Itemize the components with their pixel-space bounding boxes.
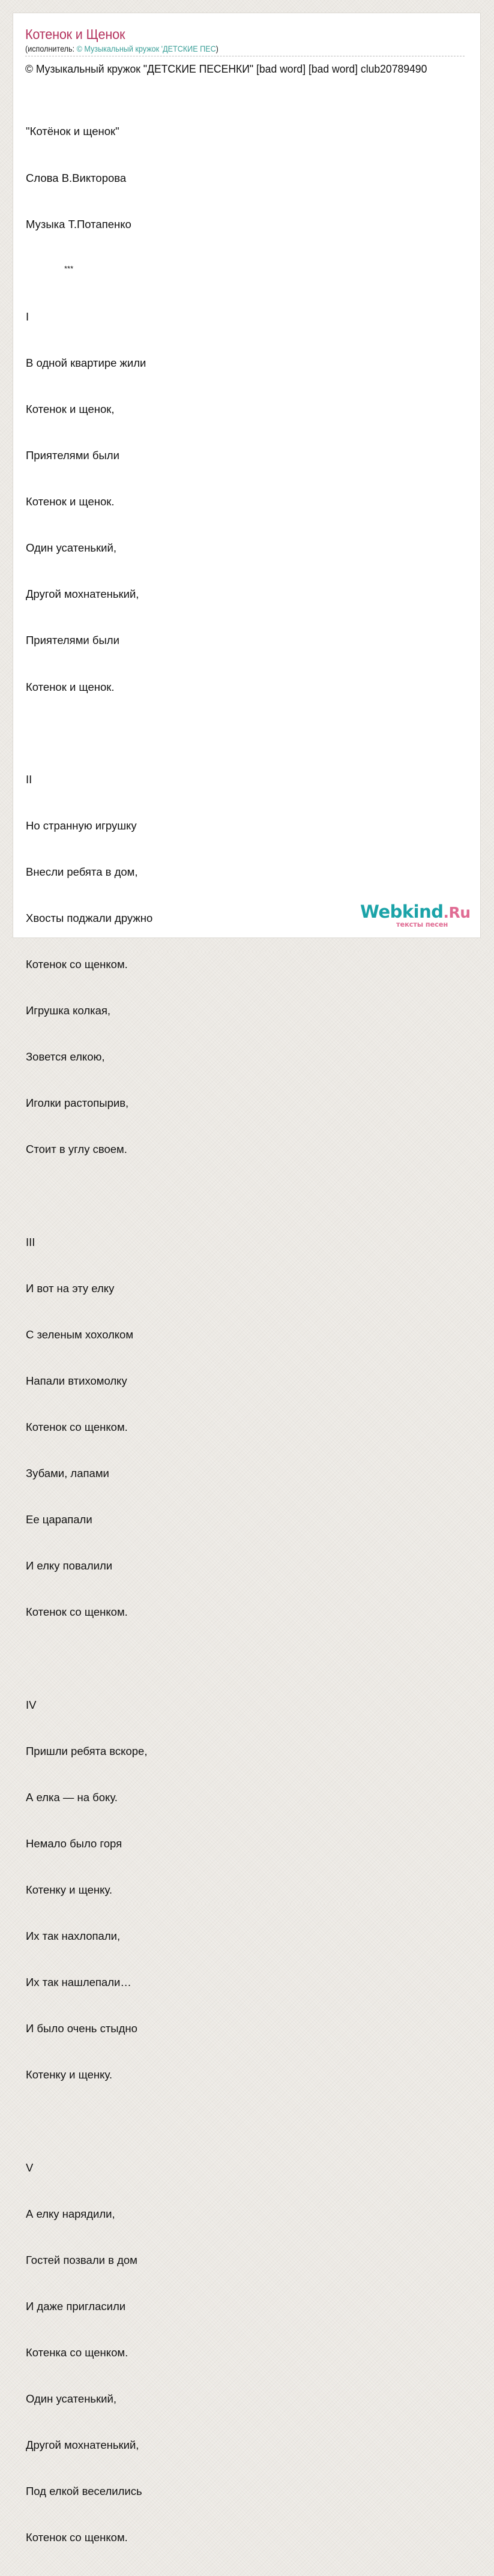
lyrics-line: С зеленым хохолком xyxy=(26,1328,134,1341)
lyrics-line: Напали втихомолку xyxy=(26,1374,127,1387)
lyrics-line: И вот на эту елку xyxy=(26,1281,115,1295)
performer-prefix: (исполнитель: xyxy=(25,44,77,53)
blank-line xyxy=(26,1651,152,1667)
lyrics-line: А елку нарядили, xyxy=(26,2207,115,2220)
lyrics-separator-stars: *** xyxy=(64,263,74,273)
lyrics-line: Котенок и щенок. xyxy=(26,495,115,508)
lyrics-line: Игрушка колкая, xyxy=(26,1004,111,1017)
webkind-logo xyxy=(360,901,480,931)
lyrics-line: Приятелями были xyxy=(26,449,119,462)
lyrics-line: В одной квартире жили xyxy=(26,356,146,369)
lyrics-line: Приятелями были xyxy=(26,634,119,647)
lyrics-line: Под елкой веселились xyxy=(26,2485,142,2498)
lyrics-line: Котенок со щенком. xyxy=(26,1421,128,1434)
lyrics-line: Их так нахлопали, xyxy=(26,1930,121,1943)
lyrics-line: Котенку и щенку. xyxy=(26,2068,112,2081)
verse-number: I xyxy=(26,310,29,323)
lyrics-line: Стоит в углу своем. xyxy=(26,1143,127,1156)
lyrics-line: Хвосты поджали дружно xyxy=(26,912,153,924)
blank-line xyxy=(26,2113,152,2129)
lyrics-line: Их так нашлепали… xyxy=(26,1976,131,1989)
lyrics-line: Пришли ребята вскоре, xyxy=(26,1744,148,1757)
lyrics-line: Котенок со щенком. xyxy=(26,1605,128,1619)
lyrics-line: И было очень стыдно xyxy=(26,2022,137,2035)
lyrics-line: Один усатенький, xyxy=(26,541,116,555)
lyrics-line: Но странную игрушку xyxy=(26,819,137,832)
lyrics-line: Иголки растопырив, xyxy=(26,1097,129,1110)
verse-number: V xyxy=(26,2161,34,2174)
lyrics-line: Внесли ребята в дом, xyxy=(26,865,138,878)
lyrics-line: Котенка со щенком. xyxy=(26,2346,128,2359)
logo-wordmark xyxy=(360,901,471,922)
lyrics-line: И даже пригласили xyxy=(26,2299,126,2313)
lyrics-card xyxy=(13,13,481,2544)
lyrics-line: Зовется елкою, xyxy=(26,1050,105,1064)
performer-link[interactable]: © Музыкальный кружок 'ДЕТСКИЕ ПЕС xyxy=(76,44,216,53)
verse-number: IV xyxy=(26,1698,37,1711)
verse-number: II xyxy=(26,772,32,786)
lyrics-line: Котенок со щенком. xyxy=(26,958,128,971)
lyrics-line: И елку повалили xyxy=(26,1559,113,1572)
lyrics-line: Котенок со щенком. xyxy=(26,2531,128,2544)
lyrics-line: Другой мохнатенький, xyxy=(26,2439,139,2452)
lyrics-line: Котенок и щенок. xyxy=(26,680,115,693)
performer-suffix: ) xyxy=(215,44,218,53)
lyrics-line: Музыка Т.Потапенко xyxy=(26,217,131,230)
song-title: Котенок и Щенок xyxy=(25,26,125,42)
lyrics-line: Котенку и щенку. xyxy=(26,1883,112,1896)
lyrics-line: "Котёнок и щенок" xyxy=(26,125,119,138)
lyrics-line: Ее царапали xyxy=(26,1513,92,1526)
verse-number: III xyxy=(26,1235,35,1248)
blank-line xyxy=(26,726,152,741)
lyrics-body xyxy=(26,93,152,2576)
lyrics-line: Гостей позвали в дом xyxy=(26,2253,137,2266)
lyrics-line: Один усатенький, xyxy=(26,2392,116,2405)
blank-line xyxy=(26,1188,152,1204)
lyrics-line: Немало было горя xyxy=(26,1837,122,1850)
logo-main-text: Webkind xyxy=(360,901,444,922)
logo-subtitle: тексты песен xyxy=(396,920,448,928)
lyrics-line: Слова В.Викторова xyxy=(26,171,127,184)
credits-line: © Музыкальный кружок "ДЕТСКИЕ ПЕСЕНКИ" [bad word] [bad word] club20789490 xyxy=(25,62,427,75)
lyrics-line: А елка — на боку. xyxy=(26,1790,118,1804)
lyrics-line: Другой мохнатенький, xyxy=(26,588,139,601)
lyrics-line: Котенок и щенок, xyxy=(26,402,115,415)
lyrics-line: Зубами, лапами xyxy=(26,1467,109,1480)
logo-tld: .Ru xyxy=(443,904,471,921)
performer-line xyxy=(25,44,218,53)
